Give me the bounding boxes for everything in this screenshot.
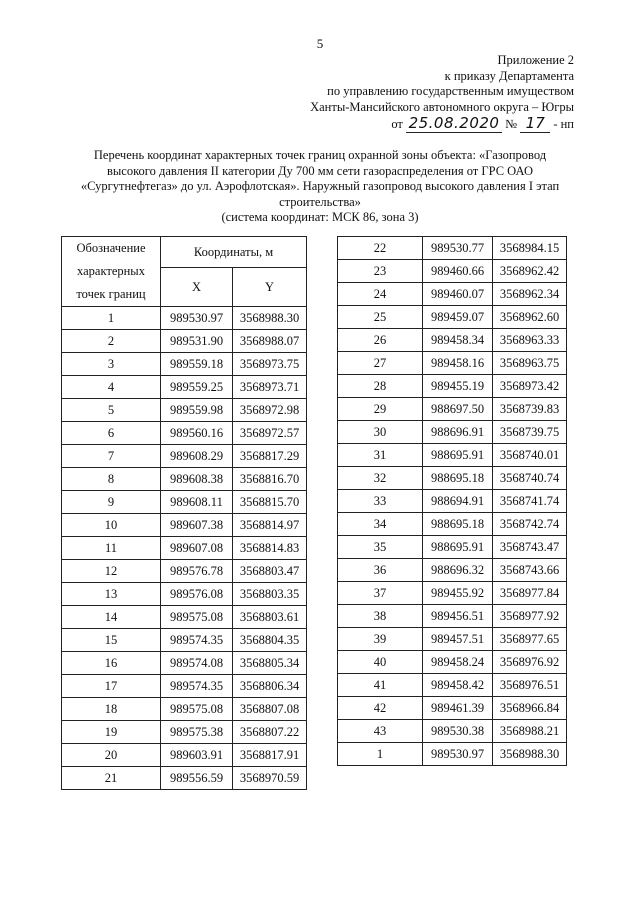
- designation-header-line: точек границ: [76, 287, 146, 301]
- table-row: [62, 698, 307, 721]
- x-coordinate-cell: 989574.08: [161, 652, 233, 675]
- point-number-cell: 26: [338, 329, 423, 352]
- point-number-cell: 13: [62, 583, 161, 606]
- point-number-cell: 34: [338, 513, 423, 536]
- x-coordinate-cell: 988696.91: [423, 421, 493, 444]
- x-coordinate-cell: 989530.97: [161, 307, 233, 330]
- table-row: [338, 720, 567, 743]
- y-coordinate-cell: 3568807.22: [233, 721, 307, 744]
- y-coordinate-cell: 3568816.70: [233, 468, 307, 491]
- y-coordinate-cell: 3568806.34: [233, 675, 307, 698]
- point-number-cell: 24: [338, 283, 423, 306]
- y-coordinate-cell: 3568805.34: [233, 652, 307, 675]
- x-coordinate-cell: 989455.92: [423, 582, 493, 605]
- table-row: [62, 514, 307, 537]
- designation-header: [62, 237, 161, 307]
- table-row: [338, 237, 567, 260]
- point-number-cell: 25: [338, 306, 423, 329]
- point-number-cell: 28: [338, 375, 423, 398]
- x-coordinate-cell: 989576.08: [161, 583, 233, 606]
- order-number-label: №: [505, 117, 518, 131]
- point-number-cell: 12: [62, 560, 161, 583]
- y-coordinate-cell: 3568743.66: [493, 559, 567, 582]
- y-coordinate-cell: 3568739.75: [493, 421, 567, 444]
- table-row: [338, 283, 567, 306]
- order-suffix: - нп: [553, 117, 574, 131]
- y-coordinate-cell: 3568814.97: [233, 514, 307, 537]
- table-row: [62, 767, 307, 790]
- x-coordinate-cell: 989603.91: [161, 744, 233, 767]
- table-row: [62, 675, 307, 698]
- table-row: [338, 306, 567, 329]
- appendix-line: Ханты-Мансийского автономного округа – Югры: [310, 99, 574, 114]
- point-number-cell: 29: [338, 398, 423, 421]
- point-number-cell: 36: [338, 559, 423, 582]
- order-line: [391, 114, 574, 133]
- point-number-cell: 38: [338, 605, 423, 628]
- point-number-cell: 35: [338, 536, 423, 559]
- point-number-cell: 18: [62, 698, 161, 721]
- y-coordinate-cell: 3568817.29: [233, 445, 307, 468]
- right-table-body: [338, 237, 567, 766]
- table-row: [338, 329, 567, 352]
- y-coordinate-cell: 3568977.65: [493, 628, 567, 651]
- table-row: [338, 375, 567, 398]
- table-row: [338, 536, 567, 559]
- table-row: [338, 421, 567, 444]
- x-coordinate-cell: 989458.42: [423, 674, 493, 697]
- point-number-cell: 37: [338, 582, 423, 605]
- table-row: [62, 468, 307, 491]
- point-number-cell: 1: [62, 307, 161, 330]
- x-coordinate-cell: 988695.18: [423, 467, 493, 490]
- x-coordinate-cell: 989575.08: [161, 606, 233, 629]
- x-coordinate-cell: 988696.32: [423, 559, 493, 582]
- table-row: [338, 513, 567, 536]
- table-row: [62, 376, 307, 399]
- y-coordinate-cell: 3568988.21: [493, 720, 567, 743]
- x-coordinate-cell: 988694.91: [423, 490, 493, 513]
- table-row: [62, 491, 307, 514]
- table-row: [338, 398, 567, 421]
- point-number-cell: 31: [338, 444, 423, 467]
- point-number-cell: 2: [62, 330, 161, 353]
- point-number-cell: 42: [338, 697, 423, 720]
- point-number-cell: 27: [338, 352, 423, 375]
- table-row: [338, 582, 567, 605]
- x-header: X: [161, 268, 233, 307]
- point-number-cell: 20: [62, 744, 161, 767]
- x-coordinate-cell: 989458.34: [423, 329, 493, 352]
- x-coordinate-cell: 989460.07: [423, 283, 493, 306]
- point-number-cell: 41: [338, 674, 423, 697]
- point-number-cell: 5: [62, 399, 161, 422]
- coordinate-system: (система координат: МСК 86, зона 3): [221, 210, 419, 224]
- point-number-cell: 19: [62, 721, 161, 744]
- point-number-cell: 10: [62, 514, 161, 537]
- x-coordinate-cell: 989574.35: [161, 675, 233, 698]
- y-coordinate-cell: 3568988.30: [233, 307, 307, 330]
- table-row: [62, 721, 307, 744]
- appendix-header: [310, 53, 574, 115]
- y-coordinate-cell: 3568976.92: [493, 651, 567, 674]
- y-coordinate-cell: 3568977.92: [493, 605, 567, 628]
- y-coordinate-cell: 3568817.91: [233, 744, 307, 767]
- point-number-cell: 39: [338, 628, 423, 651]
- x-coordinate-cell: 989458.16: [423, 352, 493, 375]
- x-coordinate-cell: 989530.77: [423, 237, 493, 260]
- table-row: [338, 559, 567, 582]
- y-coordinate-cell: 3568814.83: [233, 537, 307, 560]
- x-coordinate-cell: 989461.39: [423, 697, 493, 720]
- point-number-cell: 1: [338, 743, 423, 766]
- y-header: Y: [233, 268, 307, 307]
- y-coordinate-cell: 3568973.71: [233, 376, 307, 399]
- table-row: [62, 445, 307, 468]
- y-coordinate-cell: 3568743.47: [493, 536, 567, 559]
- point-number-cell: 17: [62, 675, 161, 698]
- y-coordinate-cell: 3568972.98: [233, 399, 307, 422]
- table-row: [62, 606, 307, 629]
- appendix-line: Приложение 2: [497, 53, 574, 67]
- left-table-body: [62, 307, 307, 790]
- point-number-cell: 14: [62, 606, 161, 629]
- y-coordinate-cell: 3568988.30: [493, 743, 567, 766]
- y-coordinate-cell: 3568962.42: [493, 260, 567, 283]
- table-row: [62, 422, 307, 445]
- x-coordinate-cell: 988697.50: [423, 398, 493, 421]
- y-coordinate-cell: 3568973.42: [493, 375, 567, 398]
- x-coordinate-cell: 989607.08: [161, 537, 233, 560]
- point-number-cell: 30: [338, 421, 423, 444]
- x-coordinate-cell: 989575.08: [161, 698, 233, 721]
- y-coordinate-cell: 3568815.70: [233, 491, 307, 514]
- x-coordinate-cell: 989459.07: [423, 306, 493, 329]
- y-coordinate-cell: 3568740.74: [493, 467, 567, 490]
- y-coordinate-cell: 3568803.35: [233, 583, 307, 606]
- y-coordinate-cell: 3568742.74: [493, 513, 567, 536]
- y-coordinate-cell: 3568740.01: [493, 444, 567, 467]
- point-number-cell: 11: [62, 537, 161, 560]
- title-text: Перечень координат характерных точек границ охранной зоны объекта: «Газопровод высокого давления II категории Ду 700 мм сети газораспределения от ГРС ОАО «Сургутнефтегаз» до ул. Аэрофлотская». Наружный газопровод высокого давления I этап строительства»: [80, 148, 560, 209]
- table-row: [62, 307, 307, 330]
- y-coordinate-cell: 3568962.60: [493, 306, 567, 329]
- y-coordinate-cell: 3568972.57: [233, 422, 307, 445]
- x-coordinate-cell: 988695.91: [423, 444, 493, 467]
- x-coordinate-cell: 989530.38: [423, 720, 493, 743]
- x-coordinate-cell: 989607.38: [161, 514, 233, 537]
- x-coordinate-cell: 989458.24: [423, 651, 493, 674]
- y-coordinate-cell: 3568804.35: [233, 629, 307, 652]
- x-coordinate-cell: 989574.35: [161, 629, 233, 652]
- point-number-cell: 15: [62, 629, 161, 652]
- point-number-cell: 21: [62, 767, 161, 790]
- point-number-cell: 6: [62, 422, 161, 445]
- y-coordinate-cell: 3568970.59: [233, 767, 307, 790]
- x-coordinate-cell: 989608.38: [161, 468, 233, 491]
- table-row: [338, 260, 567, 283]
- table-row: [62, 330, 307, 353]
- coordinates-table-left: [61, 236, 307, 790]
- appendix-line: по управлению государственным имуществом: [327, 84, 574, 98]
- point-number-cell: 4: [62, 376, 161, 399]
- designation-header-line: Обозначение: [76, 241, 146, 255]
- table-row: [62, 652, 307, 675]
- x-coordinate-cell: 989576.78: [161, 560, 233, 583]
- coordinates-table-right: [337, 236, 567, 766]
- page-number: 5: [316, 36, 324, 51]
- point-number-cell: 33: [338, 490, 423, 513]
- x-coordinate-cell: 989560.16: [161, 422, 233, 445]
- point-number-cell: 16: [62, 652, 161, 675]
- y-coordinate-cell: 3568973.75: [233, 353, 307, 376]
- point-number-cell: 22: [338, 237, 423, 260]
- table-row: [338, 444, 567, 467]
- x-coordinate-cell: 989608.29: [161, 445, 233, 468]
- table-row: [338, 605, 567, 628]
- table-row: [338, 467, 567, 490]
- document-title: [70, 148, 570, 226]
- point-number-cell: 32: [338, 467, 423, 490]
- x-coordinate-cell: 989608.11: [161, 491, 233, 514]
- order-prefix: от: [391, 117, 403, 131]
- x-coordinate-cell: 989460.66: [423, 260, 493, 283]
- table-row: [338, 651, 567, 674]
- table-row: [62, 560, 307, 583]
- table-row: [62, 399, 307, 422]
- point-number-cell: 7: [62, 445, 161, 468]
- y-coordinate-cell: 3568739.83: [493, 398, 567, 421]
- table-row: [338, 352, 567, 375]
- table-row: [338, 628, 567, 651]
- table-row: [338, 743, 567, 766]
- x-coordinate-cell: 989455.19: [423, 375, 493, 398]
- table-row: [338, 697, 567, 720]
- x-coordinate-cell: 989559.18: [161, 353, 233, 376]
- x-coordinate-cell: 989457.51: [423, 628, 493, 651]
- y-coordinate-cell: 3568976.51: [493, 674, 567, 697]
- point-number-cell: 40: [338, 651, 423, 674]
- y-coordinate-cell: 3568741.74: [493, 490, 567, 513]
- y-coordinate-cell: 3568807.08: [233, 698, 307, 721]
- y-coordinate-cell: 3568803.61: [233, 606, 307, 629]
- y-coordinate-cell: 3568962.34: [493, 283, 567, 306]
- y-coordinate-cell: 3568984.15: [493, 237, 567, 260]
- table-row: [338, 674, 567, 697]
- y-coordinate-cell: 3568963.75: [493, 352, 567, 375]
- x-coordinate-cell: 989456.51: [423, 605, 493, 628]
- table-row: [62, 744, 307, 767]
- order-number: 17: [520, 114, 550, 133]
- table-row: [62, 537, 307, 560]
- table-row: [62, 629, 307, 652]
- x-coordinate-cell: 989559.98: [161, 399, 233, 422]
- x-coordinate-cell: 989575.38: [161, 721, 233, 744]
- y-coordinate-cell: 3568966.84: [493, 697, 567, 720]
- x-coordinate-cell: 989530.97: [423, 743, 493, 766]
- order-date: 25.08.2020: [406, 114, 502, 133]
- appendix-line: к приказу Департамента: [444, 68, 574, 83]
- point-number-cell: 43: [338, 720, 423, 743]
- y-coordinate-cell: 3568963.33: [493, 329, 567, 352]
- x-coordinate-cell: 988695.18: [423, 513, 493, 536]
- point-number-cell: 9: [62, 491, 161, 514]
- x-coordinate-cell: 989531.90: [161, 330, 233, 353]
- coordinates-header: Координаты, м: [161, 237, 307, 268]
- table-row: [62, 583, 307, 606]
- y-coordinate-cell: 3568988.07: [233, 330, 307, 353]
- table-row: [338, 490, 567, 513]
- y-coordinate-cell: 3568803.47: [233, 560, 307, 583]
- x-coordinate-cell: 989556.59: [161, 767, 233, 790]
- point-number-cell: 8: [62, 468, 161, 491]
- x-coordinate-cell: 989559.25: [161, 376, 233, 399]
- point-number-cell: 23: [338, 260, 423, 283]
- table-row: [62, 353, 307, 376]
- point-number-cell: 3: [62, 353, 161, 376]
- x-coordinate-cell: 988695.91: [423, 536, 493, 559]
- designation-header-line: характерных: [77, 264, 145, 278]
- y-coordinate-cell: 3568977.84: [493, 582, 567, 605]
